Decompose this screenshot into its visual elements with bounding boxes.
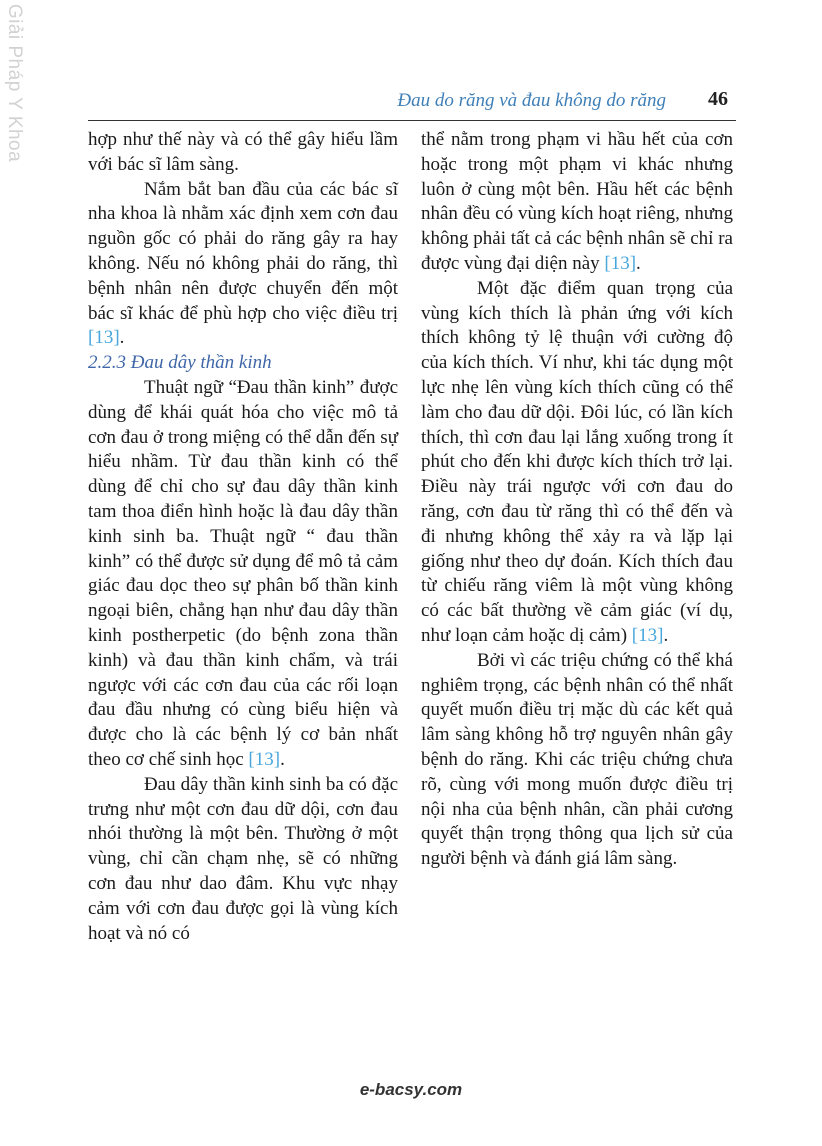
citation-link[interactable]: [13]	[248, 748, 281, 770]
paragraph-text: thể nằm trong phạm vi hầu hết của cơn hoặc trong một phạm vi khác nhưng luôn ở cùng một bên. Hầu hết các bệnh nhân đều có vùng kích hoạt riêng, nhưng không phải tất cả các bệnh nhân sẽ chỉ ra được vùng đại diện này	[421, 129, 733, 274]
side-watermark-label	[0, 3, 30, 163]
citation-link[interactable]: [13]	[631, 624, 664, 646]
chapter-title: Đau do răng và đau không do răng	[397, 90, 666, 111]
paragraph-text: Thuật ngữ “Đau thần kinh” được dùng để khái quát hóa cho việc mô tả cơn đau ở trong miệng có thể dẫn đến sự hiểu nhầm. Từ đau thần kinh có thể dùng để chỉ cho sự đau dây thần kinh tam thoa điển hình hoặc là đau dây thần kinh sinh ba. Thuật ngữ “ đau thần kinh” có thể được sử dụng để mô tả cảm giác đau dọc theo sự phân bố thần kinh ngoại biên, chẳng hạn như đau dây thần kinh postherpetic (do bệnh zona thần kinh) và đau thần kinh chẩm, và trái ngược với các cơn đau của các rối loạn đau đầu nhưng có cùng biểu hiện và được cho là các bệnh lý cơ bản nhất theo cơ chế sinh học	[88, 376, 398, 770]
paragraph-text: Đau dây thần kinh sinh ba có đặc trưng như một cơn đau dữ dội, cơn đau nhói thường là một bên. Thường ở một vùng, chỉ cần chạm nhẹ, sẽ có những cơn đau như dao đâm. Khu vực nhạy cảm với cơn đau được gọi là vùng kích hoạt và nó có	[88, 773, 398, 944]
paragraph-text: Bởi vì các triệu chứng có thể khá nghiêm trọng, các bệnh nhân có thể nhất quyết muốn điều trị mặc dù các kết quả lâm sàng không hỗ trợ nguyên nhân gây bệnh do răng. Khi các triệu chứng chưa rõ, cùng với mong muốn được điều trị nội nha của bệnh nhân, cần phải cương quyết thận trọng thông qua lịch sử của người bệnh và đánh giá lâm sàng.	[421, 649, 733, 870]
paragraph-text: Một đặc điểm quan trọng của vùng kích thích là phản ứng với kích thích không tỷ lệ thuận với cường độ của kích thích. Ví như, khi tác dụng một lực nhẹ lên vùng kích thích cũng có thể làm cho đau dữ dội. Đôi lúc, có lần kích thích, thì cơn đau lại lắng xuống trong ít phút cho đến khi được kích thích trở lại. Điều này trái ngược với cơn đau do răng, cơn đau từ răng thì có thể đến và đi nhưng không thể xảy ra và lặp lại giống như theo dự đoán. Kích thích đau từ chiếu răng viêm là một vùng không có các bất thường về cảm giác (ví dụ, như loạn cảm hoặc dị cảm)	[421, 277, 733, 646]
citation-link[interactable]: [13]	[88, 327, 120, 349]
left-column	[88, 128, 398, 946]
paragraph-text: Nắm bắt ban đầu của các bác sĩ nha khoa là nhằm xác định xem cơn đau nguồn gốc có phải do răng gây ra hay không. Nếu nó không phải do răng, thì bệnh nhân nên được chuyển đến một bác sĩ khác để phù hợp cho việc điều trị	[88, 178, 398, 324]
footer-site-name: e-bacsy.com	[359, 1080, 463, 1099]
paragraph-text: hợp như thế này và có thể gây hiểu lầm với bác sĩ lâm sàng.	[88, 129, 398, 175]
paragraph: Một đặc điểm quan trọng của vùng kích thích là phản ứng với kích thích không tỷ lệ thuận với cường độ của kích thích. Ví như, khi tác dụng một lực nhẹ lên vùng kích thích cũng có thể làm cho đau dữ dội. Đôi lúc, có lần kích thích, thì cơn đau lại lắng xuống trong ít phút cho đến khi được kích thích trở lại. Điều này trái ngược với cơn đau do răng, cơn đau từ răng thì có thể đến và đi nhưng không thể xảy ra và lặp lại giống như theo dự đoán. Kích thích đau từ chiếu răng viêm là một vùng không có các bất thường về cảm giác (ví dụ, như loạn cảm hoặc dị cảm) [13].	[421, 277, 733, 646]
section-heading: 2.2.3 Đau dây thần kinh	[88, 352, 272, 374]
paragraph: thể nằm trong phạm vi hầu hết của cơn hoặc trong một phạm vi khác nhưng luôn ở cùng một bên. Hầu hết các bệnh nhân đều có vùng kích hoạt riêng, nhưng không phải tất cả các bệnh nhân sẽ chỉ ra được vùng đại diện này [13].	[421, 129, 733, 274]
paragraph	[88, 773, 398, 947]
paragraph	[421, 649, 733, 872]
page-number: 46	[708, 88, 728, 110]
header-divider	[88, 120, 736, 121]
paragraph: Thuật ngữ “Đau thần kinh” được dùng để khái quát hóa cho việc mô tả cơn đau ở trong miệng có thể dẫn đến sự hiểu nhầm. Từ đau thần kinh có thể dùng để chỉ cho sự đau dây thần kinh tam thoa điển hình hoặc là đau dây thần kinh sinh ba. Thuật ngữ “ đau thần kinh” có thể được sử dụng để mô tả cảm giác đau dọc theo sự phân bố thần kinh ngoại biên, chẳng hạn như đau dây thần kinh postherpetic (do bệnh zona thần kinh) và đau thần kinh chẩm, và trái ngược với các cơn đau của các rối loạn đau đầu nhưng có cùng biểu hiện và được cho là các bệnh lý cơ bản nhất theo cơ chế sinh học [13].	[88, 376, 398, 770]
paragraph: Nắm bắt ban đầu của các bác sĩ nha khoa là nhằm xác định xem cơn đau nguồn gốc có phải do răng gây ra hay không. Nếu nó không phải do răng, thì bệnh nhân nên được chuyển đến một bác sĩ khác để phù hợp cho việc điều trị [13].	[88, 178, 398, 349]
paragraph	[88, 128, 398, 178]
right-column	[421, 128, 733, 872]
side-label-text: Giải Pháp Y Khoa	[4, 3, 26, 163]
citation-link[interactable]: [13]	[604, 252, 637, 274]
